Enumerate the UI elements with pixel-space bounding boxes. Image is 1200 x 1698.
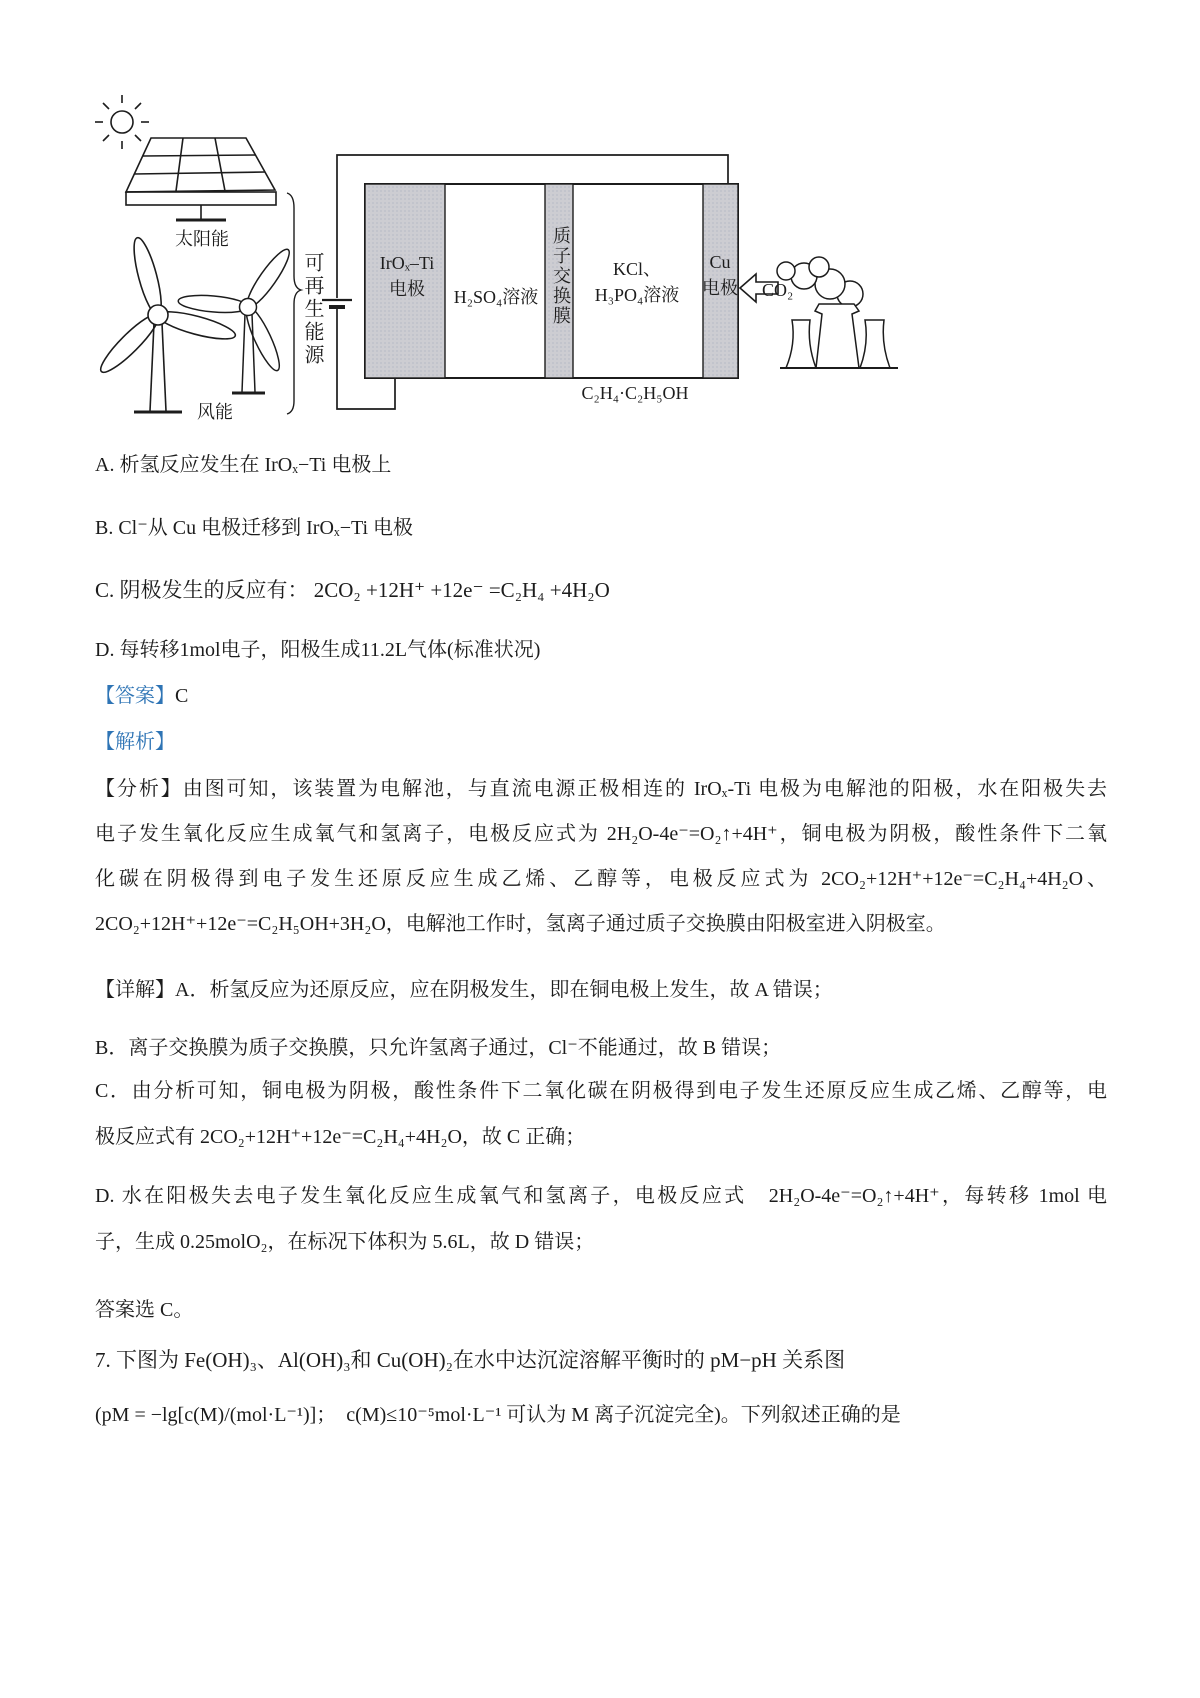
answer-line <box>95 683 1107 709</box>
co2-label: CO₂ <box>762 280 794 300</box>
xiangjie-c-line: C．由分析可知，铜电极为阴极，酸性条件下二氧化碳在阴极得到电子发生还原反应生成乙烯、乙醇等，电 <box>95 1080 1107 1102</box>
question7-formula: (pM = −lg[c(M)/(mol·L⁻¹)]； c(M)≤10⁻⁵mol·L⁻¹ 可认为 M 离子沉淀完全)。下列叙述正确的是 <box>95 1404 901 1426</box>
solar-panel-icon <box>126 138 276 220</box>
jiexi-label: 【解析】 <box>95 731 175 753</box>
left-solution-label: H₂SO₄溶液 <box>453 287 539 307</box>
electrolysis-diagram <box>88 90 928 435</box>
right-solution-label: KCl、 H₃PO₄溶液 <box>594 259 680 305</box>
product-label: C₂H₄·C₂H₅OH <box>581 383 689 403</box>
solar-label: 太阳能 <box>175 229 229 249</box>
option-d: D. 每转移1mol电子，阳极生成11.2L气体(标准状况) <box>95 639 541 661</box>
factory-icon <box>777 257 898 368</box>
conclusion: 答案选 C。 <box>95 1299 194 1321</box>
option-b: B. Cl⁻从 Cu 电极迁移到 IrOₓ−Ti 电极 <box>95 517 414 539</box>
anode-label: IrOₓ–Ti 电极 <box>379 253 435 299</box>
xiangjie-d-line: 子，生成 0.25molO₂，在标况下体积为 5.6L，故 D 错误； <box>95 1231 595 1253</box>
xiangjie-d-line: D. 水在阳极失去电子发生氧化反应生成氧气和氢离子，电极反应式 2H₂O-4e⁻=O₂↑+4H⁺，每转移 1mol 电 <box>95 1185 1107 1207</box>
answer-label: 【答案】 <box>95 685 175 707</box>
sun-icon <box>95 95 149 149</box>
question7-stem: 7. 下图为 Fe(OH)₃、Al(OH)₃和 Cu(OH)₂在水中达沉淀溶解平衡时的 pM−pH 关系图 <box>95 1348 846 1372</box>
cathode-label: Cu 电极 <box>702 252 738 298</box>
renewable-energy-label: 可再生能源 <box>301 252 323 367</box>
wind-turbine-icon <box>95 235 238 412</box>
fenxi-line: 2CO₂+12H⁺+12e⁻=C₂H₅OH+3H₂O，电解池工作时，氢离子通过质子交换膜由阳极室进入阴极室。 <box>95 913 946 935</box>
xiangjie-b: B．离子交换膜为质子交换膜，只允许氢离子通过，Cl⁻不能通过，故 B 错误； <box>95 1037 782 1059</box>
xiangjie-a: 【详解】A．析氢反应为还原反应，应在阴极发生，即在铜电极上发生，故 A 错误； <box>95 979 833 1001</box>
fenxi-line: 电子发生氧化反应生成氧气和氢离子，电极反应式为 2H₂O-4e⁻=O₂↑+4H⁺，铜电极为阴极，酸性条件下二氧 <box>95 823 1107 845</box>
xiangjie-c-line: 极反应式有 2CO₂+12H⁺+12e⁻=C₂H₄+4H₂O，故 C 正确； <box>95 1126 586 1148</box>
wind-label: 风能 <box>197 402 233 422</box>
option-c: C. 阴极发生的反应有： 2CO₂ +12H⁺ +12e⁻ =C₂H₄ +4H₂O <box>95 578 610 602</box>
fenxi-line: 【分析】由图可知，该装置为电解池，与直流电源正极相连的 IrOₓ-Ti 电极为电解池的阳极，水在阳极失去 <box>95 778 1107 800</box>
fenxi-line: 化碳在阴极得到电子发生还原反应生成乙烯、乙醇等，电极反应式为 2CO₂+12H⁺+12e⁻=C₂H₄+4H₂O、 <box>95 868 1107 890</box>
answer-value: C <box>175 685 189 707</box>
membrane-label: 质子交换膜 <box>551 226 571 326</box>
brace <box>287 193 301 414</box>
option-a: A. 析氢反应发生在 IrOₓ−Ti 电极上 <box>95 454 392 476</box>
